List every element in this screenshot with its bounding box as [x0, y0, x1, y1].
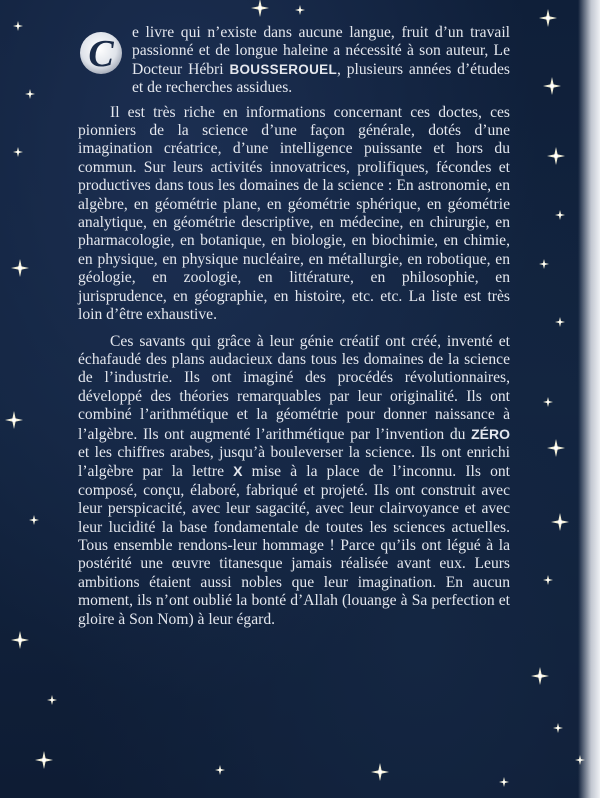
- body-text: [78, 24, 510, 637]
- intro-paragraph: [78, 24, 510, 98]
- intro-text: e livre qui n’existe dans aucune langue, fruit d’un travail passionné et de longue haleine a nécessité à son auteur, Le Docteur Hébri: [132, 24, 510, 78]
- intro-text-end: , plusieurs années d’études et de recherches assidues.: [132, 60, 510, 97]
- scholars-text-2: et les chiffres arabes, jusqu’à bouleverser la science. Ils ont enrichi l’algèbre par la lettre: [78, 443, 510, 481]
- x-letter: X: [233, 463, 243, 480]
- dropcap-c: [78, 26, 124, 80]
- scholars-text-1: Ces savants qui grâce à leur génie créatif ont créé, inventé et échafaudé des plans audacieux dans tous les domaines de la science de l’industrie. Ils ont imaginé des procédés révolutionnaires, développé des théories remarquables par leur originalité. Ils ont combiné l’arithmétique et la géométrie pour donner naissance à l’algèbre. Ils ont augmenté l’arithmétique par l’invention du: [78, 332, 510, 443]
- scholars-text-3: mise à la place de l’inconnu. Ils ont composé, conçu, élaboré, fabriqué et projeté. Ils ont construit avec leur perspicacité, avec leur sagacité, avec leur clairvoyance et avec leur lucidité la base fondamentale de toutes les sciences actuelles. Tous ensemble rendons-leur hommage ! Parce qu’ils ont légué à la postérité une œuvre titanesque jamais réalisée avant eux. Leurs ambitions étaient aussi nobles que leur imagination. En aucun moment, ils n’ont oublié la bonté d’Allah (louange à Sa perfection et gloire à Son Nom) à leur égard.: [78, 463, 510, 628]
- zero-word: ZÉRO: [471, 425, 511, 442]
- page-edge-highlight: [578, 0, 600, 798]
- science-domains-paragraph: Il est très riche en informations concernant ces doctes, ces pionniers de la science d’une façon générale, dotés d’une imagination créatrice, d’une intelligence puissante et hors du commun. Sur leurs activités innovatrices, prolifiques, fécondes et productives dans tous les domaines de la science : En astronomie, en algèbre, en géométrie plane, en géométrie sphérique, en géométrie analytique, en géométrie descriptive, en médecine, en chirurgie, en pharmacologie, en botanique, en biologie, en biochimie, en chimie, en physique, en physique nucléaire, en métallurgie, en robotique, en géologie, en zoologie, en littérature, en philosophie, en jurisprudence, en géographie, en histoire, etc. etc. La liste est très loin d’être exhaustive.: [78, 103, 510, 324]
- dropcap-letter: C: [88, 33, 114, 75]
- scholars-paragraph: [78, 333, 510, 630]
- author-name: BOUSSEROUEL: [229, 61, 337, 77]
